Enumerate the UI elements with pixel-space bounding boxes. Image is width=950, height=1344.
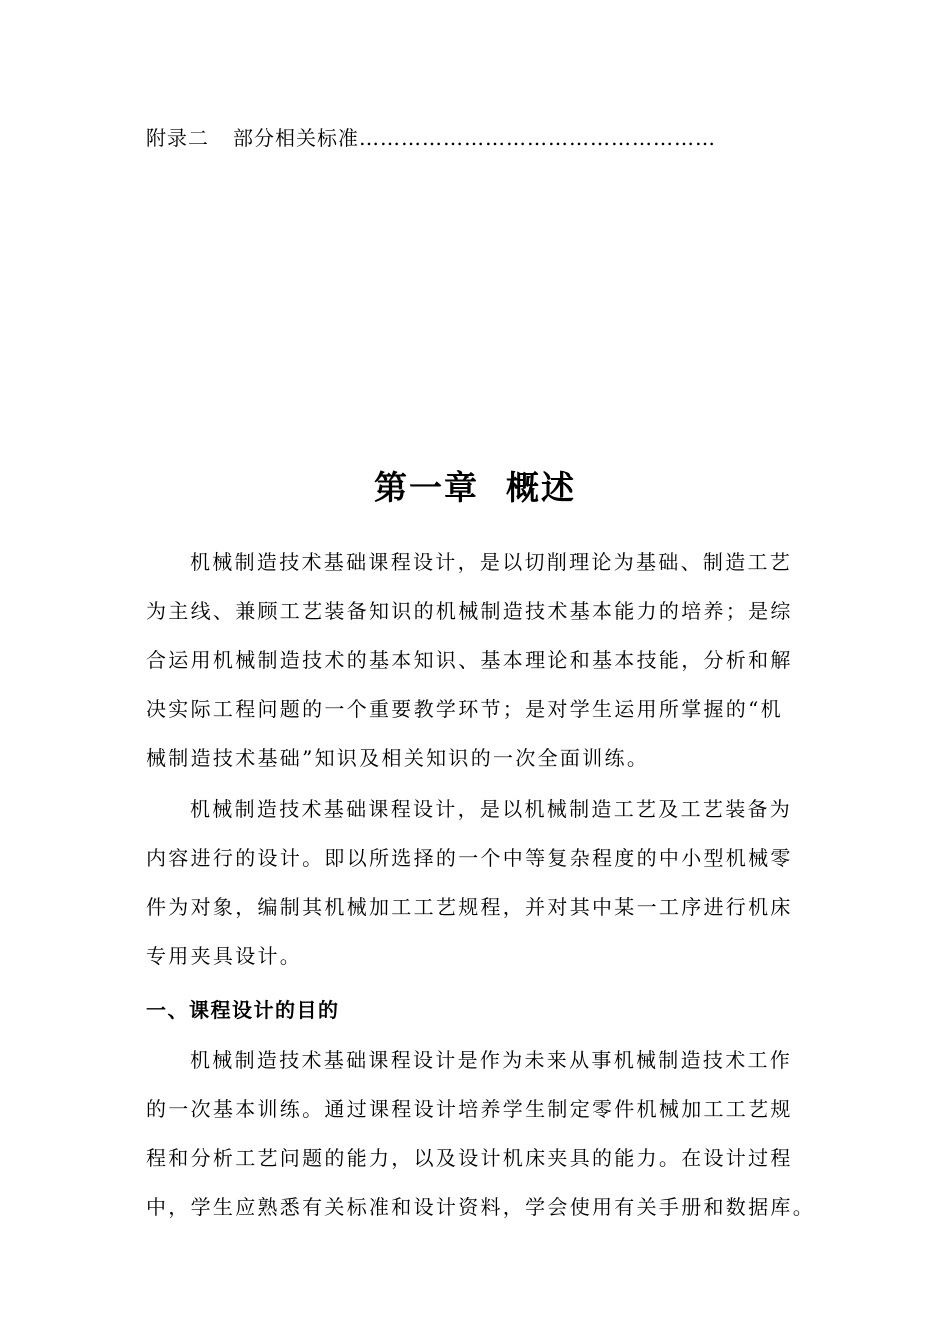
paragraph-line: 决实际工程问题的一个重要教学环节；是对学生运用所掌握的“机: [146, 697, 783, 721]
paragraph-line: 件为对象，编制其机械加工工艺规程，并对其中某一工序进行机床: [146, 895, 793, 919]
paragraph-line: 机械制造技术基础课程设计是作为未来从事机械制造技术工作: [190, 1048, 793, 1072]
paragraph-line: 为主线、兼顾工艺装备知识的机械制造技术基本能力的培养；是综: [146, 599, 793, 623]
paragraph-line: 的一次基本训练。通过课程设计培养学生制定零件机械加工工艺规: [146, 1097, 793, 1121]
toc-entry: [146, 122, 846, 154]
paragraph-line: 内容进行的设计。即以所选择的一个中等复杂程度的中小型机械零: [146, 846, 793, 870]
paragraph-intro-2: [146, 785, 798, 981]
paragraph-line: 中，学生应熟悉有关标准和设计资料，学会使用有关手册和数据库。: [146, 1195, 815, 1219]
toc-leader: ……………………………………………: [359, 126, 716, 150]
toc-label: 附录二: [146, 126, 209, 150]
paragraph-line: 机械制造技术基础课程设计，是以机械制造工艺及工艺装备为: [190, 797, 793, 821]
paragraph-intro-1: [146, 538, 798, 783]
toc-title: 部分相关标准: [233, 126, 359, 150]
paragraph-line: 专用夹具设计。: [146, 944, 303, 968]
section-heading: 一、课程设计的目的: [146, 998, 340, 1022]
chapter-title: 第一章 概述: [374, 468, 576, 507]
paragraph-line: 机械制造技术基础课程设计，是以切削理论为基础、制造工艺: [190, 550, 793, 574]
paragraph-purpose: [146, 1036, 815, 1232]
paragraph-line: 械制造技术基础”知识及相关知识的一次全面训练。: [146, 746, 650, 770]
paragraph-line: 合运用机械制造技术的基本知识、基本理论和基本技能，分析和解: [146, 648, 793, 672]
paragraph-line: 程和分析工艺问题的能力，以及设计机床夹具的能力。在设计过程: [146, 1146, 793, 1170]
